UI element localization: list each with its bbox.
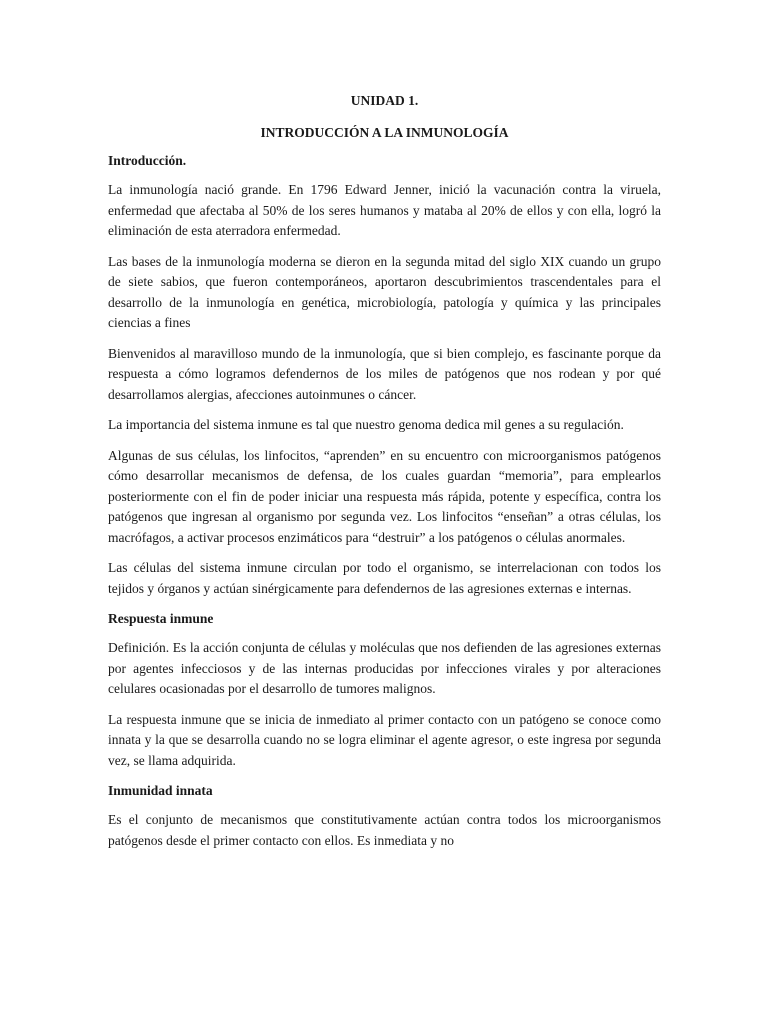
paragraph: Es el conjunto de mecanismos que constitutivamente actúan contra todos los microorganismos patógenos desde el primer contacto con ellos. Es inmediata y no <box>108 812 661 848</box>
paragraph: Definición. Es la acción conjunta de células y moléculas que nos defienden de las agresiones externas por agentes infecciosos y de las internas producidas por infecciones virales y por alteraciones celulares ocasionadas por el desarrollo de tumores malignos. <box>108 640 661 696</box>
document-page <box>108 91 661 851</box>
section-heading-immune-response: Respuesta inmune <box>108 611 214 626</box>
unit-title: UNIDAD 1. <box>350 93 419 108</box>
section-heading-introduction: Introducción. <box>108 153 187 168</box>
main-title: INTRODUCCIÓN A LA INMUNOLOGÍA <box>260 125 509 140</box>
section-heading-innate-immunity: Inmunidad innata <box>108 783 213 798</box>
paragraph: Bienvenidos al maravilloso mundo de la inmunología, que si bien complejo, es fascinante porque da respuesta a cómo logramos defendernos de los miles de patógenos que nos rodean y por qué desarrollamos alergias, afecciones autoinmunes o cáncer. <box>108 345 661 402</box>
paragraph: Las células del sistema inmune circulan por todo el organismo, se interrelacionan con todos los tejidos y órganos y actúan sinérgicamente para defendernos de las agresiones externas e internas. <box>108 560 661 596</box>
paragraph: La inmunología nació grande. En 1796 Edward Jenner, inició la vacunación contra la viruela, enfermedad que afectaba al 50% de los seres humanos y mataba al 20% de ellos y con ella, logró la eliminación de esta aterradora enfermedad. <box>108 182 661 238</box>
paragraph: La respuesta inmune que se inicia de inmediato al primer contacto con un patógeno se conoce como innata y la que se desarrolla cuando no se logra eliminar el agente agresor, o este ingresa por segunda vez, se llama adquirida. <box>108 711 661 768</box>
paragraph: La importancia del sistema inmune es tal que nuestro genoma dedica mil genes a su regulación. <box>108 417 624 432</box>
paragraph: Algunas de sus células, los linfocitos, “aprenden” en su encuentro con microorganismos patógenos cómo desarrollar mecanismos de defensa, de los cuales guardan “memoria”, para emplearlos posteriormente con el fin de poder iniciar una respuesta más rápida, potente y específica, contra los patógenos que ingresan al organismo por segunda vez. Los linfocitos “enseñan” a otras células, los macrófagos, a activar procesos enzimáticos para “destruir” a los patógenos o células anormales. <box>108 447 661 545</box>
paragraph: Las bases de la inmunología moderna se dieron en la segunda mitad del siglo XIX cuando un grupo de siete sabios, que fueron contemporáneos, aportaron descubrimientos trascendentales para el desarrollo de la inmunología en genética, microbiología, patología y química y las principales ciencias a fines <box>108 253 661 330</box>
